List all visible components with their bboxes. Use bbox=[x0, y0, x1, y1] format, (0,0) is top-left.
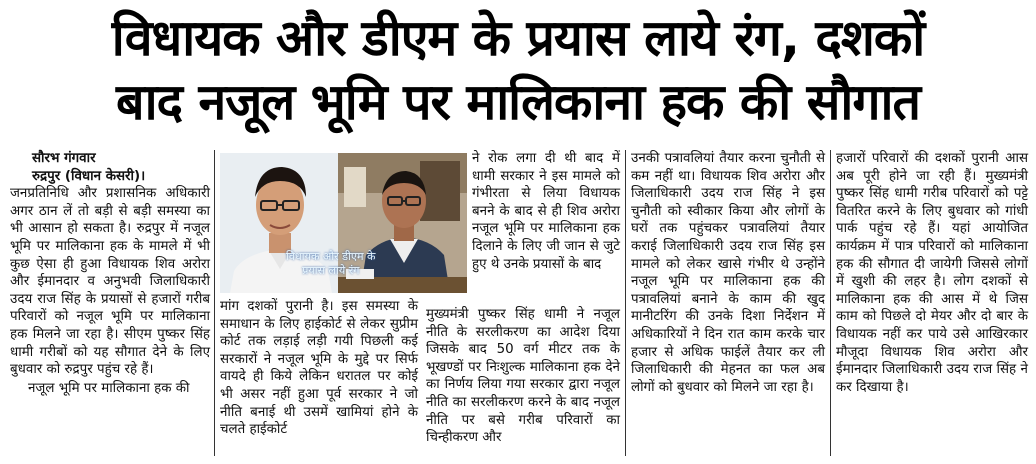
column-2-text: मांग दशकों पुरानी है। इस समस्या के समाधान के लिए हाईकोर्ट से लेकर सुप्रीम कोर्ट तक लड़ाई लड़ी गयी पिछली कई सरकारों ने नजूल भूमि के मुद्दे पर सिर्फ वायदे ही किये लेकिन धरातल पर कोई भी असर नहीं हुआ पूर्व सरकार ने जो नीति बनाई थी उसमें खामियां होने के चलते हाईकोर्ट bbox=[220, 299, 418, 438]
photo-caption bbox=[286, 250, 376, 278]
column-2 bbox=[220, 298, 418, 439]
column-rule bbox=[830, 150, 831, 456]
column-4-text: उनकी पत्रावलियां तैयार करना चुनौती से कम नहीं था। विधायक शिव अरोरा और जिलाधिकारी उदय राज सिंह ने इस चुनौती को स्वीकार किया और लोगों के घरों तक पहुंचकर पत्रावलियां तैयार कराई जिलाधिकारी उदय राज सिंह इस मामले को लेकर खासे गंभीर थे उन्होंने नजूल भूमि पर मालिकाना हक की पत्रावलियां बनाने के काम की खुद मानीटरिंग की उनके दिशा निर्देशन में अधिकारियों ने दिन रात काम करके चार हजार से अधिक फाईलें तैयार कर ली जिलाधिकारी की मेहनत का फल अब लोगों को बुधवार को मिलने जा रहा है। bbox=[631, 151, 825, 395]
column-rule bbox=[625, 150, 626, 456]
column-1-text: जनप्रतिनिधि और प्रशासनिक अधिकारी अगर ठान लें तो बड़ी से बड़ी समस्या का भी आसान हो सकता है। रुद्रपुर में नजूल भूमि पर मालिकाना हक के मामले में भी कुछ ऐसा ही हुआ विधायक शिव अरोरा और ईमानदार व अनुभवी जिलाधिकारी उदय राज सिंह के प्रयासों से हजारों गरीब परिवारों को नजूल भूमि पर मालिकाना हक मिलने जा रहा है। सीएम पुष्कर सिंह धामी गरीबों को यह सौगात देने के लिए बुधवार को रुद्रपुर पहुंच रहे हैं। bbox=[10, 186, 210, 378]
column-3-top bbox=[472, 150, 620, 273]
column-1 bbox=[10, 150, 210, 397]
photo-caption-line-1: विधायक और डीएम के bbox=[286, 250, 376, 263]
column-3-bottom-text: मुख्यमंत्री पुष्कर सिंह धामी ने नजूल नीति के सरलीकरण का आदेश दिया जिसके बाद 50 वर्ग मीटर तक के भूखण्डों पर निःशुल्क मालिकाना हक देने का निर्णय लिया गया सरकार द्वारा नजूल नीति का सरलीकरण करने के बाद नजूल नीति पर बसे गरीब परिवारों का चिन्हीकरण और bbox=[426, 307, 620, 446]
byline-place: रुद्रपुर (विधान केसरी)। bbox=[32, 168, 146, 184]
column-5 bbox=[836, 150, 1028, 396]
column-3-bottom bbox=[426, 306, 620, 447]
photo-caption-line-2: प्रयास लाये रंग bbox=[302, 264, 360, 277]
column-3-top-text: ने रोक लगा दी थी बाद में धामी सरकार ने इस मामले को गंभीरता से लिया विधायक बनने के बाद से ही शिव अरोरा नजूल भूमि पर मालिकाना हक दिलाने के लिए जी जान से जुटे हुए थे उनके प्रयासों के बाद bbox=[472, 151, 620, 272]
column-4 bbox=[631, 150, 825, 396]
column-rule bbox=[214, 150, 215, 456]
column-1-tail: नजूल भूमि पर मालिकाना हक की bbox=[28, 380, 190, 396]
headline-line-1: विधायक और डीएम के प्रयास लाये रंग, दशकों bbox=[111, 9, 925, 67]
column-5-text: हजारों परिवारों की दशकों पुरानी आस अब पूरी होने जा रही हैं। मुख्यमंत्री पुष्कर सिंह धामी गरीब परिवारों को पट्टे वितरित करने के लिए बुधवार को गांधी पार्क पहुंच रहे हैं। यहां आयोजित कार्यक्रम में पात्र परिवारों को मालिकाना हक की सौगात दी जायेगी जिससे लोगों में खुशी की लहर है। लोग दशकों से मालिकाना हक की आस में थे जिस काम को पिछले दो मेयर और दो बार के विधायक नहीं कर पाये उसे आखिरकार मौजूदा विधायक शिव अरोरा और ईमानदार जिलाधिकारी उदय राज सिंह ने कर दिखाया है। bbox=[836, 151, 1028, 395]
headline bbox=[0, 6, 1036, 134]
byline-author: सौरभ गंगवार bbox=[32, 151, 96, 166]
headline-line-2: बाद नजूल भूमि पर मालिकाना हक की सौगात bbox=[116, 73, 920, 131]
